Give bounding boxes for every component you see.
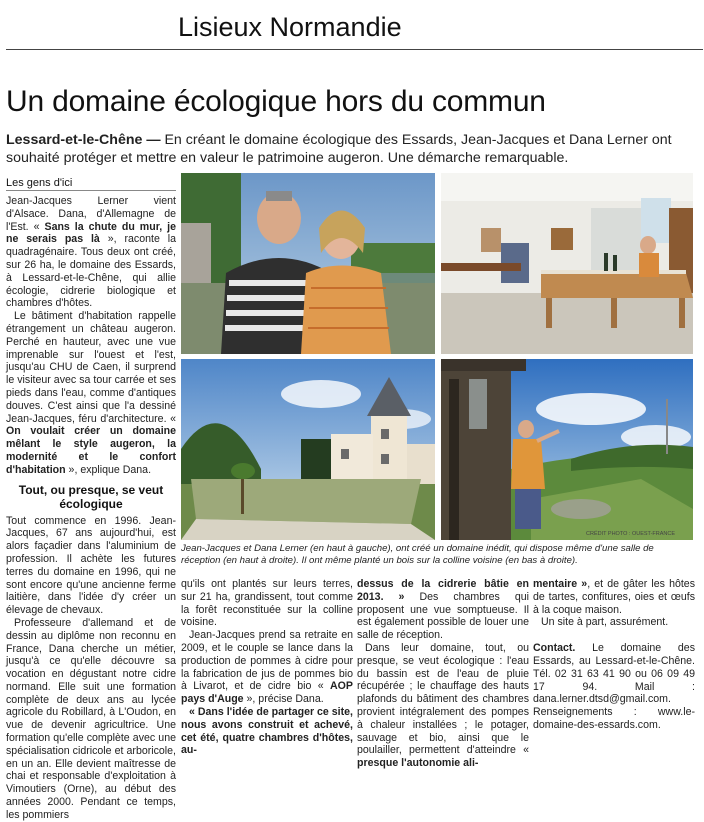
photo-domain-building (181, 359, 435, 540)
photo-reception-room (441, 173, 693, 354)
article-column-4 (533, 578, 695, 732)
paragraph: Le bâtiment d'habitation rappelle étrangement un château augeron. Perché en hauteur, avec une vue imprenable sur l'ouest et l'est, jusqu'au CHU de Caen, il surprend le visiteur avec sa tour carrée et ses pieds dans l'eau, comme d'antiques douves. C'est ainsi que l'a dessiné Jean-Jacques, féru d'architecture. « On voulait créer un domaine mêlant le style augeron, la modernité et le confort d'habitation », explique Dana. (6, 310, 176, 476)
paragraph: Jean-Jacques prend sa retraite en 2009, et le couple se lance dans la production de pommes à cidre pour la fabrication de jus de pommes bio à Livarot, et de cidre bio « AOP pays d'Auge », précise Dana. (181, 629, 353, 706)
paragraph: Professeure d'allemand et de dessin au diplôme non reconnu en France, Dana cherche un métier, jusqu'à ce qu'elle découvre sa vocation en dégustant notre cidre normand. Elle suit une formation complète de deux ans au lycée agricole du Robillard, à L'Oudon, en vue de devenir agricultrice. Une formation qu'elle complète avec une spécialisation cidricole et arboricole, en un an. Elle devient maîtresse de chai et responsable d'exploitation à Vimoutiers (Orne), au début des années 2000. Pendant ce temps, les pommiers (6, 616, 176, 821)
contact-label: Contact. (533, 642, 576, 655)
paragraph: Jean-Jacques Lerner vient d'Alsace. Dana, d'Allemagne de l'Est. « Sans la chute du mur, je ne serais pas là », raconte la quadragénaire. Tous deux ont créé, sur 26 ha, le domaine des Essards, à Lessard-et-le-Chêne, qui allie écologie, cidrerie biologique et chambres d'hôtes. (6, 195, 177, 310)
subheading: Tout, ou presque, se veut écologique (18, 482, 164, 511)
lede (6, 131, 696, 167)
paragraph: « Dans l'idée de partager ce site, nous avons construit et achevé, cet été, quatre chambres d'hôtes, au- (181, 705, 353, 757)
headline: Un domaine écologique hors du commun (6, 85, 546, 118)
paragraph: qu'ils ont plantés sur leurs terres, sur 21 ha, grandissent, tout comme la forêt reconstituée sur la colline voisine. (181, 578, 353, 629)
paragraph: Tout commence en 1996. Jean-Jacques, 67 ans aujourd'hui, est alors façadier dans l'aluminium de profession. Il achète les futures terres du domaine en 1996, qui ne sont encore qu'une ancienne ferme laitière, dans l'idée d'y créer un élevage de chevaux. (6, 514, 176, 617)
contact-text: Le domaine des Essards, au Lessard-et-le-Chêne. Tél. 02 31 63 41 90 ou 06 09 49 17 94. Mail : dana.lerner.dtsd@gmail.com. Renseignements : www.le-domaine-des-essards.com. (533, 642, 695, 731)
article-column-2 (181, 578, 353, 757)
paragraph: Dans leur domaine, tout, ou presque, se veut écologique : l'eau du bassin est de l'eau de pluie récupérée ; le chauffage des hauts plafonds du bâtiment des chambres provient intégralement des pompes à chaleur installées ; le potager, sauvage et bio, ainsi que le poulailler, permettent d'atteindre « presque l'autonomie ali- (357, 641, 529, 770)
paragraph: mentaire », et de gâter les hôtes de tartes, confitures, oies et œufs à la coque maison. (533, 578, 695, 616)
photo-couple (181, 173, 435, 354)
article-column-1 (6, 195, 176, 822)
photo-caption: Jean-Jacques et Dana Lerner (en haut à gauche), ont créé un domaine inédit, qui dispose même d'une salle de réception (en haut à droite). Il ont même planté un bois sur la colline voisine (en bas à droite). (181, 543, 654, 566)
paragraph: Un site à part, assurément. (541, 616, 669, 629)
section-title: Lisieux Normandie (178, 12, 402, 42)
article-column-3 (357, 578, 529, 770)
photo-credit: CRÉDIT PHOTO : OUEST-FRANCE (586, 531, 676, 537)
photo-hillside-woods (441, 359, 693, 540)
paragraph: dessus de la cidrerie bâtie en 2013. » Des chambres qui proposent une vue somptueuse. Il est également possible de louer une salle de réception. (357, 578, 529, 642)
lede-location: Lessard-et-le-Chêne — (6, 132, 161, 148)
header-rule (6, 49, 703, 50)
contact-block (533, 642, 695, 732)
rubric: Les gens d'ici (6, 177, 176, 191)
lede-text: En créant le domaine écologique des Essards, Jean-Jacques et Dana Lerner ont souhaité protéger et mettre en valeur le patrimoine augeron. Une démarche remarquable. (6, 132, 672, 166)
